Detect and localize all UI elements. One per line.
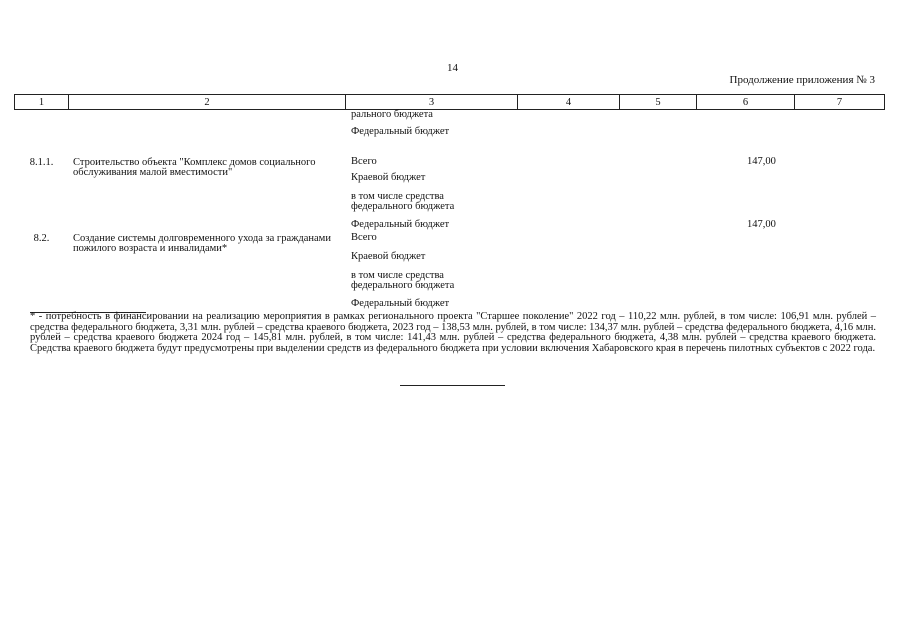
table-row bbox=[15, 145, 885, 233]
line-label: Всего bbox=[351, 156, 377, 167]
table-row-continuation bbox=[15, 110, 885, 146]
end-divider bbox=[400, 385, 505, 386]
row-title: Создание системы долговременного ухода за гражданами пожилого возраста и инвалидами* bbox=[73, 233, 331, 254]
col-header-3: 3 bbox=[346, 95, 518, 110]
line-label: Федеральный бюджет bbox=[351, 219, 450, 230]
line-label: Краевой бюджет bbox=[351, 251, 426, 262]
line-label: в том числе средства федерального бюджета bbox=[351, 270, 455, 291]
col-header-2: 2 bbox=[69, 95, 346, 110]
col-header-7: 7 bbox=[795, 95, 885, 110]
row-number: 8.2. bbox=[33, 233, 50, 244]
budget-table bbox=[14, 94, 885, 312]
table-row bbox=[15, 233, 885, 312]
line-value bbox=[697, 167, 794, 188]
line-label: в том числе средства федерального бюджета bbox=[351, 191, 455, 212]
line-label: Федеральный бюджет bbox=[351, 298, 450, 309]
col-header-5: 5 bbox=[620, 95, 697, 110]
line-value: 147,00 bbox=[747, 156, 776, 167]
line-value bbox=[697, 188, 794, 215]
col-header-6: 6 bbox=[697, 95, 795, 110]
continued-federal: Федеральный бюджет bbox=[351, 126, 450, 137]
continued-text: рального бюджета bbox=[351, 109, 433, 120]
line-value: 147,00 bbox=[747, 219, 776, 230]
col-header-1: 1 bbox=[15, 95, 69, 110]
page-number: 14 bbox=[447, 62, 458, 74]
line-label: Всего bbox=[351, 232, 377, 243]
footnote-text: * - потребность в финансировании на реализацию мероприятия в рамках регионального проекта "Старшее поколение" 2022 год – 110,22 млн. рублей, в том числе: 106,91 млн. рублей – средства федерального бюджета, 3,31 млн. рублей – средства краевого бюджета, 2023 год – 138,53 млн. рублей, в том числе: 134,37 млн. рублей – средства федерального бюджета, 4,16 млн. рублей – средства краевого бюджета 2024 год – 145,81 млн. рублей, в том числе: 141,43 млн. рублей – средства федерального бюджета, 4,38 млн. рублей – средства краевого бюджета. Средства краевого бюджета будут предусмотрены при выделении средств из федерального бюджета при условии включения Хабаровского края в перечень пилотных субъектов с 2022 года. bbox=[30, 311, 876, 354]
row-number: 8.1.1. bbox=[29, 157, 54, 168]
appendix-label: Продолжение приложения № 3 bbox=[729, 74, 875, 86]
column-number-row bbox=[15, 95, 885, 110]
line-label: Краевой бюджет bbox=[351, 172, 426, 183]
col-header-4: 4 bbox=[518, 95, 620, 110]
row-title: Строительство объекта "Комплекс домов социального обслуживания малой вместимости" bbox=[73, 157, 316, 178]
